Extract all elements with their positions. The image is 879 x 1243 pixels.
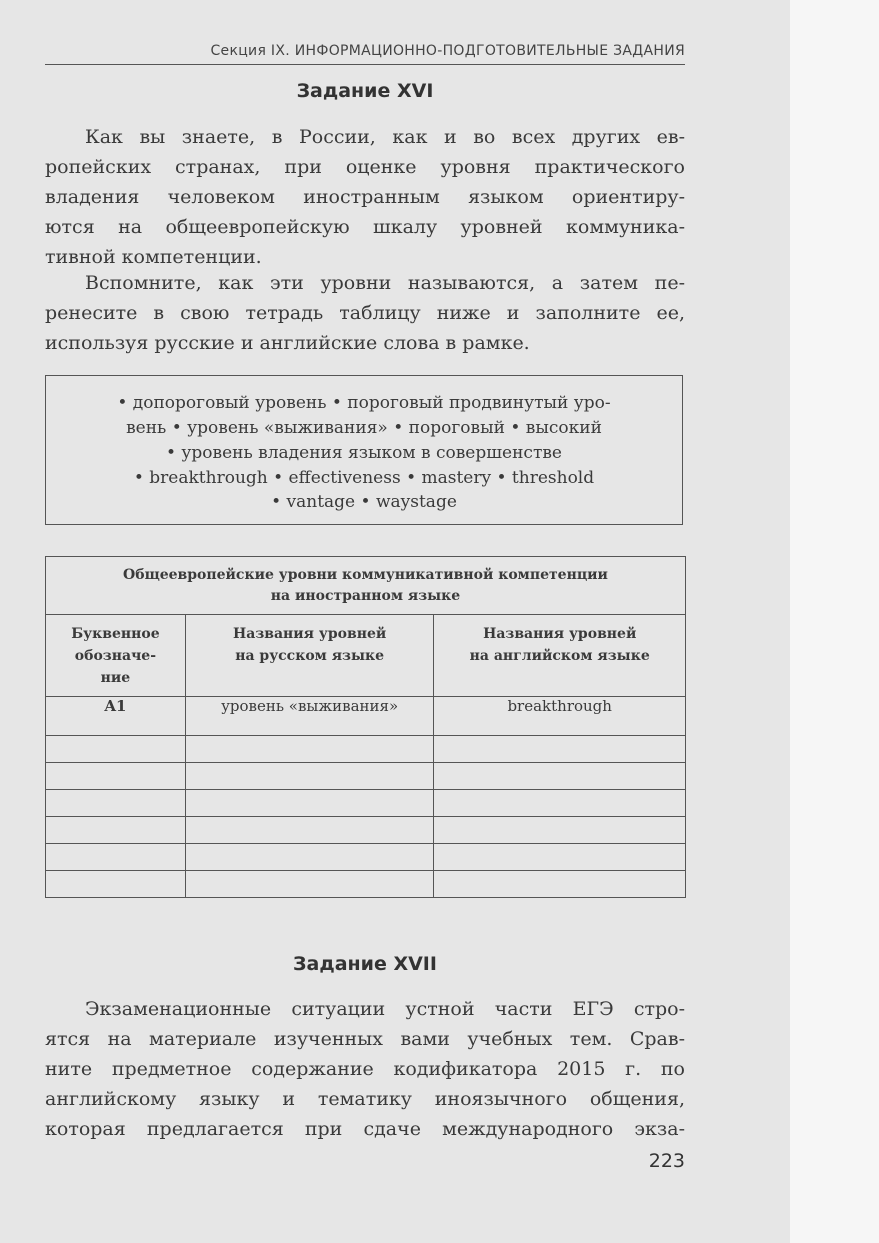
header-line: Буквенное	[71, 626, 160, 642]
word-box-line: • уровень владения языком в совершенстве	[165, 443, 562, 463]
header-line: Названия уровней	[233, 626, 387, 642]
header-line: обозначе-	[74, 648, 157, 664]
table-row	[46, 697, 686, 736]
table-caption-line: Общеевропейские уровни коммуникативной компетенции	[123, 567, 608, 583]
table-row-empty	[46, 817, 686, 844]
empty-cell	[185, 871, 434, 898]
empty-cell	[46, 844, 186, 871]
table-row-empty	[46, 763, 686, 790]
word-box-line: • допороговый уровень • пороговый продвинутый уро-	[117, 393, 611, 413]
task-17-title: Задание XVII	[293, 953, 437, 975]
empty-cell	[185, 763, 434, 790]
table-row-empty	[46, 871, 686, 898]
text-line: ропейских странах, при оценке уровня практического	[45, 156, 685, 178]
text-line: ните предметное содержание кодификатора 2015 г. по	[45, 1058, 685, 1080]
word-box-line: • breakthrough • effectiveness • mastery • threshold	[133, 468, 595, 488]
empty-cell	[185, 844, 434, 871]
word-box-line: вень • уровень «выживания» • пороговый • высокий	[126, 418, 602, 438]
empty-cell	[185, 736, 434, 763]
text-line: английскому языку и тематику иноязычного общения,	[45, 1088, 685, 1110]
empty-cell	[434, 844, 686, 871]
table-row-empty	[46, 844, 686, 871]
text-line: тивной компетенции.	[45, 246, 262, 268]
task-16-paragraph-1	[45, 122, 685, 272]
scan-margin	[790, 0, 879, 1243]
text-line: ренесите в свою тетрадь таблицу ниже и заполните ее,	[45, 302, 685, 324]
header-line: ние	[100, 670, 131, 686]
text-line: Экзаменационные ситуации устной части ЕГЭ стро-	[85, 998, 685, 1020]
text-line: ятся на материале изученных вами учебных тем. Срав-	[45, 1028, 685, 1050]
empty-cell	[434, 790, 686, 817]
levels-table	[45, 556, 686, 898]
empty-cell	[185, 817, 434, 844]
empty-cell	[46, 817, 186, 844]
text-line: которая предлагается при сдаче международного экза-	[45, 1118, 685, 1140]
column-header-russian	[185, 615, 434, 697]
empty-cell	[434, 763, 686, 790]
empty-cell	[434, 817, 686, 844]
empty-cell	[46, 736, 186, 763]
cell-english: breakthrough	[434, 697, 686, 736]
table-caption-line: на иностранном языке	[270, 588, 461, 604]
empty-cell	[185, 790, 434, 817]
text-line: используя русские и английские слова в рамке.	[45, 332, 530, 354]
column-header-english	[434, 615, 686, 697]
word-box	[45, 375, 683, 525]
cell-code: A1	[46, 697, 186, 736]
text-line: Как вы знаете, в России, как и во всех других ев-	[85, 126, 685, 148]
table-row-empty	[46, 736, 686, 763]
header-line: на русском языке	[235, 648, 385, 664]
table-caption	[46, 557, 686, 615]
header-line: Названия уровней	[483, 626, 637, 642]
cell-russian: уровень «выживания»	[185, 697, 434, 736]
empty-cell	[46, 763, 186, 790]
text-line: владения человеком иностранным языком ориентиру-	[45, 186, 685, 208]
header-rule	[45, 64, 685, 65]
table-row-empty	[46, 790, 686, 817]
text-line: Вспомните, как эти уровни называются, а затем пе-	[85, 272, 685, 294]
text-line: ются на общеевропейскую шкалу уровней коммуника-	[45, 216, 685, 238]
running-head: Секция IX. ИНФОРМАЦИОННО-ПОДГОТОВИТЕЛЬНЫЕ ЗАДАНИЯ	[210, 43, 685, 59]
word-box-line: • vantage • waystage	[271, 492, 457, 512]
task-17-paragraph	[45, 994, 685, 1144]
header-line: на английском языке	[469, 648, 650, 664]
empty-cell	[46, 871, 186, 898]
task-16-paragraph-2	[45, 268, 685, 358]
empty-cell	[46, 790, 186, 817]
task-16-title: Задание XVI	[296, 80, 434, 102]
column-header-code	[46, 615, 186, 697]
empty-cell	[434, 871, 686, 898]
empty-cell	[434, 736, 686, 763]
page-number: 223	[648, 1150, 685, 1172]
